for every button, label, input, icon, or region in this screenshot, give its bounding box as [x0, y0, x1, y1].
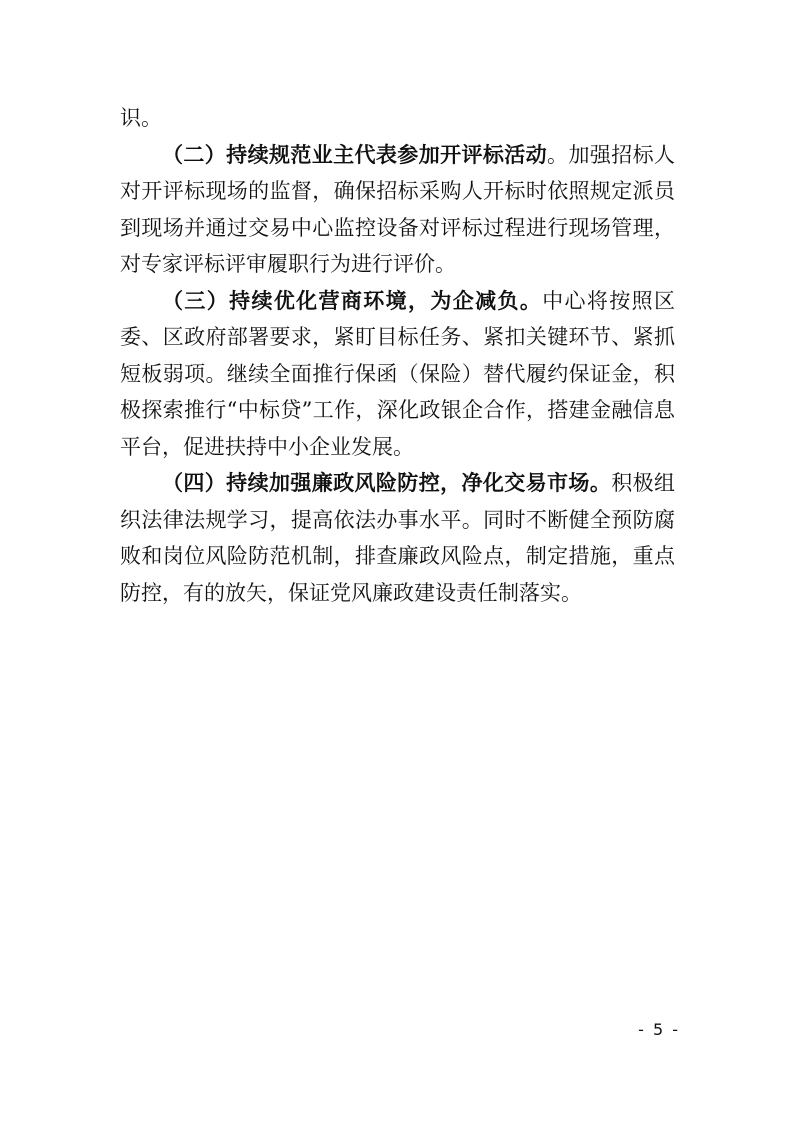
section-3-body: 中心将按照区委、区政府部署要求，紧盯目标任务、紧扣关键环节、紧抓短板弱项。继续全面推行保函（保险）替代履约保证金，积极探索推行“中标贷”工作，深化政银企合作，搭建金融信息平台，促进扶持中小企业发展。	[120, 288, 676, 459]
section-2-body: 。加强招标人对开评标现场的监督，确保招标采购人开标时依照规定派员到现场并通过交易中心监控设备对评标过程进行现场管理，对专家评标评审履职行为进行评价。	[120, 142, 676, 276]
section-3-heading: （三）持续优化营商环境，为企减负。	[162, 288, 543, 313]
lead-fragment: 识。	[120, 106, 162, 130]
section-2-heading: （二）持续规范业主代表参加开评标活动	[162, 142, 548, 167]
page-number: - 5 -	[638, 1020, 680, 1039]
section-4-heading: （四）持续加强廉政风险防控，净化交易市场。	[162, 471, 612, 495]
section-4-body: 积极组织法律法规学习，提高依法办事水平。同时不断健全预防腐败和岗位风险防范机制，排查廉政风险点，制定措施，重点防控，有的放矢，保证党风廉政建设责任制落实。	[120, 471, 676, 605]
document-body	[120, 100, 675, 611]
section-2-paragraph	[120, 137, 675, 283]
section-4-paragraph	[120, 465, 675, 611]
section-3-paragraph	[120, 283, 675, 466]
